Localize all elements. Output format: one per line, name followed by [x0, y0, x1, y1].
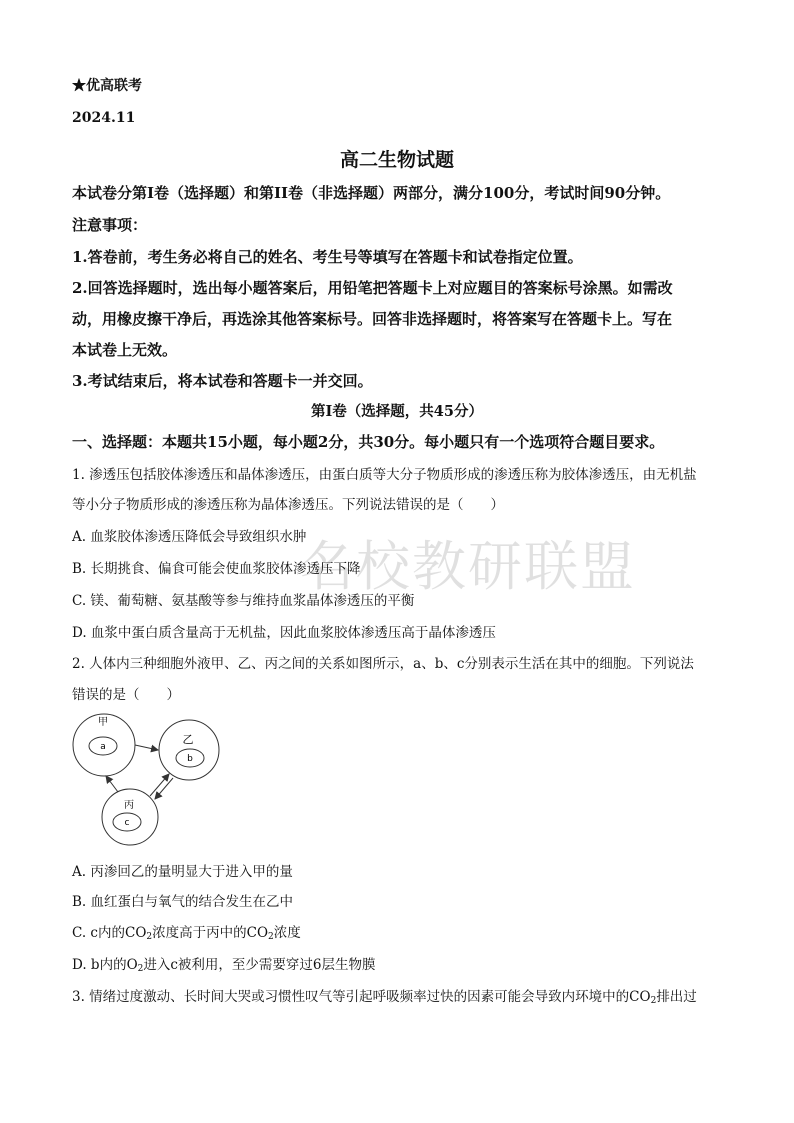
arrow-jia-to-yi — [135, 745, 158, 750]
label-c: c — [124, 818, 130, 828]
arrow-yi-to-bing — [155, 778, 173, 799]
q1-option-d: D. 血浆中蛋白质含量高于无机盐，因此血浆胶体渗透压高于晶体渗透压 — [72, 625, 496, 641]
q2-option-c: C. c内的$CO_2$浓度高于丙中的$CO_2$浓度 — [72, 925, 301, 942]
section-instruction: 一、选择题：本题共15小题，每小题2分，共30分。每小题只有一个选项符合题目要求。 — [72, 433, 665, 451]
intro-text: 本试卷分第I卷（选择题）和第II卷（非选择题）两部分，满分100分，考试时间90分钟。 — [72, 184, 671, 202]
label-jia: 甲 — [98, 717, 108, 728]
arrow-bing-to-jia — [106, 776, 118, 792]
q2-stem-line-2: 错误的是（ ） — [72, 687, 180, 703]
note-2-line-2: 动，用橡皮擦干净后，再选涂其他答案标号。回答非选择题时，将答案写在答题卡上。写在 — [72, 310, 673, 328]
q2-option-a: A. 丙渗回乙的量明显大于进入甲的量 — [72, 864, 293, 880]
note-3: 3.考试结束后，将本试卷和答题卡一并交回。 — [72, 372, 373, 390]
node-bing — [102, 789, 158, 845]
note-2-line-3: 本试卷上无效。 — [72, 341, 178, 359]
q2-option-d: D. b内的$O_2$进入c被利用，至少需要穿过6层生物膜 — [72, 957, 376, 974]
note-1: 1.答卷前，考生务必将自己的姓名、考生号等填写在答题卡和试卷指定位置。 — [72, 248, 583, 266]
section-title: 第I卷（选择题，共45分） — [311, 403, 483, 420]
exam-date: 2024.11 — [72, 110, 136, 126]
node-yi — [159, 720, 219, 780]
note-2-line-1: 2.回答选择题时，选出每小题答案后，用铅笔把答题卡上对应题目的答案标号涂黑。如需改 — [72, 279, 673, 297]
body-fluid-diagram — [66, 710, 226, 855]
q1-stem-line-1: 1. 渗透压包括胶体渗透压和晶体渗透压，由蛋白质等大分子物质形成的渗透压称为胶体渗透压，由无机盐 — [72, 467, 697, 483]
org-label: ★优高联考 — [72, 78, 142, 94]
page-title: 高二生物试题 — [339, 149, 454, 171]
q3-stem-line-1: 3. 情绪过度激动、长时间大哭或习惯性叹气等引起呼吸频率过快的因素可能会导致内环境中的$CO_2$排出过 — [72, 989, 697, 1006]
label-a: a — [100, 742, 106, 752]
watermark: 名校教研联盟 — [300, 535, 636, 598]
label-yi: 乙 — [182, 733, 194, 746]
q1-option-a: A. 血浆胶体渗透压降低会导致组织水肿 — [72, 529, 307, 545]
q2-stem-line-1: 2. 人体内三种细胞外液甲、乙、丙之间的关系如图所示，a、b、c分别表示生活在其中的细胞。下列说法 — [72, 656, 694, 672]
arrow-bing-to-yi — [150, 774, 169, 796]
q1-stem-line-2: 等小分子物质形成的渗透压称为晶体渗透压。下列说法错误的是（ ） — [72, 497, 504, 513]
notes-heading: 注意事项： — [72, 216, 148, 234]
label-bing: 丙 — [124, 800, 134, 811]
q1-option-b: B. 长期挑食、偏食可能会使血浆胶体渗透压下降 — [72, 561, 361, 577]
node-jia — [73, 714, 135, 776]
q2-option-b: B. 血红蛋白与氧气的结合发生在乙中 — [72, 894, 294, 910]
label-b: b — [187, 754, 193, 764]
q1-option-c: C. 镁、葡萄糖、氨基酸等参与维持血浆晶体渗透压的平衡 — [72, 593, 415, 609]
